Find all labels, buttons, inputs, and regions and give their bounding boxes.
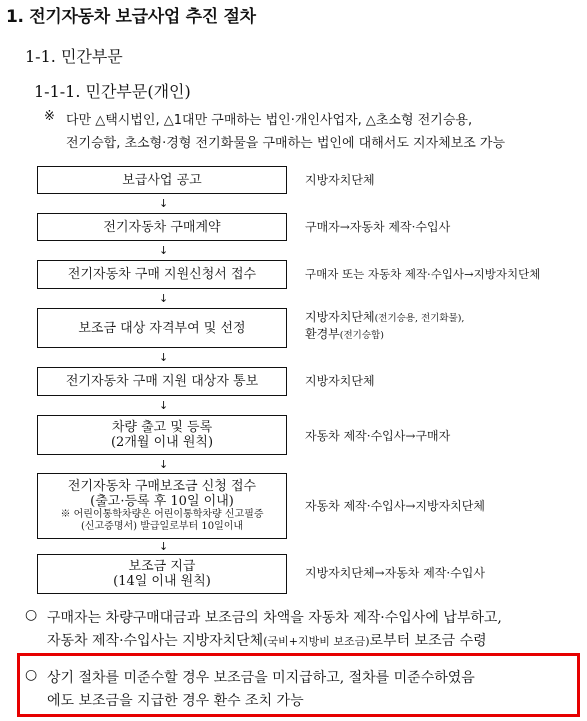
step-actor: 구매자 또는 자동차 제작·수입사→지방자치단체 (305, 267, 541, 281)
step-label: 보급사업 공고 (122, 172, 202, 188)
step-actor-line-1 (305, 309, 464, 327)
step-label-line-2: (출고·등록 후 10일 이내) (90, 494, 234, 509)
step-actor: 구매자→자동차 제작·수입사 (305, 220, 451, 234)
step-label: 전기자동차 구매 지원 대상자 통보 (65, 374, 259, 389)
down-arrow-icon: ↓ (159, 197, 169, 210)
bullet-line-1: 구매자는 차량구매대금과 보조금의 차액을 자동차 제작·수입사에 납부하고, (47, 610, 502, 626)
bullet-mark: ○ (25, 607, 38, 623)
down-arrow-icon: ↓ (159, 458, 169, 471)
step-label-line-2: (2개월 이내 원칙) (110, 435, 214, 450)
bullet-note: (국비+지방비 보조금) (263, 635, 370, 648)
step-actor-main: 지방자치단체 (305, 310, 375, 324)
step-box-note-line-2: (신고증명서) 발급일로부터 10일이내 (80, 521, 244, 532)
step-actor: 지방자치단체 (305, 374, 375, 388)
step-label: 전기자동차 구매계약 (103, 219, 221, 235)
step-box-application (37, 260, 287, 289)
step-box-announcement (37, 166, 287, 194)
note-mark: ※ (44, 109, 55, 124)
step-box-contract (37, 213, 287, 241)
bullet-line-1: 상기 절차를 미준수할 경우 보조금을 미지급하고, 절차를 미준수하였음 (47, 670, 475, 686)
step-actor-note: (전기승용, 전기화물), (374, 313, 465, 324)
step-box-registration (37, 415, 287, 455)
step-box-payment (37, 554, 287, 594)
down-arrow-icon: ↓ (159, 244, 169, 257)
step-label-line-1: 보조금 지급 (128, 559, 196, 574)
down-arrow-icon: ↓ (159, 540, 169, 553)
down-arrow-icon: ↓ (159, 399, 169, 412)
step-box-notification (37, 367, 287, 396)
step-actor: 지방자치단체→자동차 제작·수입사 (305, 566, 485, 580)
subsection-heading: 1-1. 민간부문 (25, 47, 123, 66)
sub-subsection-heading: 1-1-1. 민간부문(개인) (34, 82, 191, 101)
down-arrow-icon: ↓ (159, 292, 169, 305)
step-box-selection (37, 308, 287, 348)
note-line-2: 전기승합, 초소형·경형 전기화물을 구매하는 법인에 대해서도 지자체보조 가능 (66, 136, 506, 151)
bullet-text: 자동차 제작·수입사는 지방자치단체 (47, 633, 264, 649)
down-arrow-icon: ↓ (159, 351, 169, 364)
step-actor-note: (전기승합) (339, 330, 384, 341)
step-label: 보조금 대상 자격부여 및 선정 (78, 320, 246, 336)
step-label-line-1: 차량 출고 및 등록 (111, 420, 213, 435)
step-box-note-line-1: ※ 어린이통학차량은 어린이통학차량 신고필증 (60, 509, 264, 520)
step-actor-line-2 (305, 326, 384, 344)
bullet-mark: ○ (25, 667, 38, 683)
bullet-line-2 (47, 630, 487, 650)
step-actor-main: 환경부 (305, 327, 340, 341)
step-label: 전기자동차 구매 지원신청서 접수 (67, 267, 257, 282)
bullet-line-2: 에도 보조금을 지급한 경우 환수 조치 가능 (47, 693, 304, 709)
section-heading: 1. 전기자동차 보급사업 추진 절차 (6, 7, 256, 27)
bullet-text: 로부터 보조금 수령 (369, 633, 487, 649)
step-box-subsidy-application (37, 473, 287, 539)
note-line-1: 다만 △택시법인, △1대만 구매하는 법인·개인사업자, △초소형 전기승용, (66, 113, 473, 128)
step-actor: 지방자치단체 (305, 173, 375, 187)
step-actor: 자동차 제작·수입사→지방자치단체 (305, 499, 485, 513)
step-actor: 자동차 제작·수입사→구매자 (305, 429, 451, 443)
step-label-line-2: (14일 이내 원칙) (113, 574, 211, 589)
step-label-line-1: 전기자동차 구매보조금 신청 접수 (67, 479, 257, 494)
